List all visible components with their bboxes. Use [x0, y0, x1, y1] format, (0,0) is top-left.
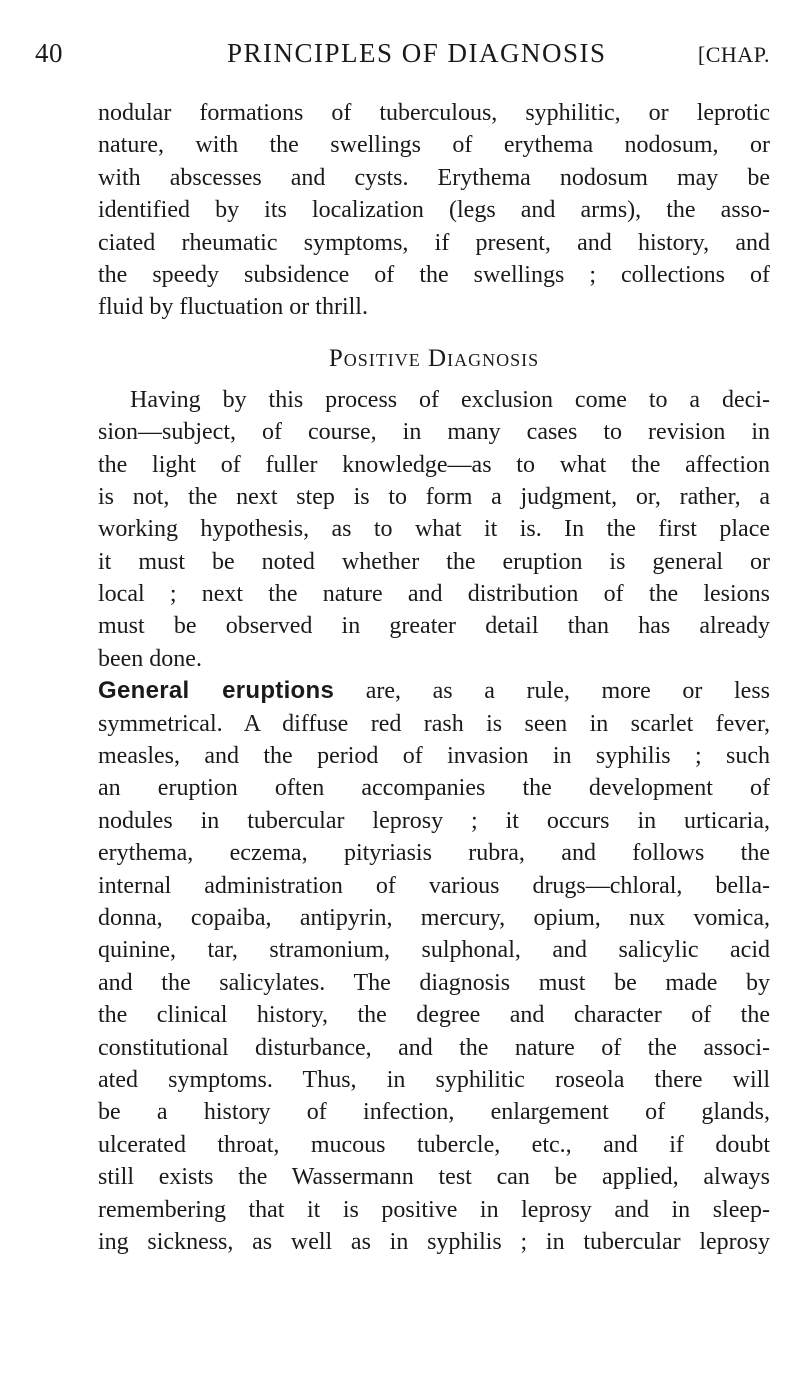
text-line: must be observed in greater detail than has already — [98, 613, 770, 640]
text-line: the clinical history, the degree and character of the — [98, 1002, 770, 1029]
text-line: measles, and the period of invasion in syphilis ; such — [98, 743, 770, 770]
text-line: erythema, eczema, pityriasis rubra, and follows the — [98, 840, 770, 867]
text-line: been done. — [98, 645, 202, 672]
text-line: nodular formations of tuberculous, syphilitic, or leprotic — [98, 100, 770, 126]
text-line: identified by its localization (legs and arms), the asso- — [98, 197, 770, 224]
text-line: quinine, tar, stramonium, sulphonal, and salicylic acid — [98, 937, 770, 964]
text-line: still exists the Wassermann test can be applied, always — [98, 1164, 770, 1191]
paragraph-continued — [98, 97, 770, 324]
text-line: it must be noted whether the eruption is general or — [98, 548, 770, 575]
text-line: symmetrical. A diffuse red rash is seen in scarlet fever, — [98, 710, 770, 737]
text-line: with abscesses and cysts. Erythema nodosum may be — [98, 164, 770, 191]
text-line — [98, 675, 770, 707]
text-line: ated symptoms. Thus, in syphilitic roseola there will — [98, 1066, 770, 1093]
page-number: 40 — [35, 38, 63, 68]
text-line: fluid by fluctuation or thrill. — [98, 294, 368, 321]
text-line: nodules in tubercular leprosy ; it occurs in urticaria, — [98, 807, 770, 834]
text-line: ciated rheumatic symptoms, if present, and history, and — [98, 229, 770, 256]
text-line: an eruption often accompanies the development of — [98, 775, 770, 802]
text-line: nature, with the swellings of erythema nodosum, or — [98, 132, 770, 159]
text-line: internal administration of various drugs—chloral, bella- — [98, 872, 770, 899]
chapter-mark: [CHAP. — [697, 42, 770, 67]
text-line: ulcerated throat, mucous tubercle, etc., and if doubt — [98, 1131, 770, 1158]
run-in-heading: General eruptions — [98, 677, 335, 705]
run-in-continuation: are, as a rule, more or less — [365, 678, 771, 705]
body-text — [98, 97, 770, 1258]
text-line: and the salicylates. The diagnosis must be made by — [98, 969, 770, 996]
text-line: sion—subject, of course, in many cases to revision in — [98, 419, 770, 446]
text-line: local ; next the nature and distribution of the lesions — [98, 581, 770, 608]
page-header — [35, 38, 770, 78]
text-line: ing sickness, as well as in syphilis ; in tubercular leprosy — [98, 1228, 770, 1255]
paragraph-general-eruptions — [98, 675, 770, 1258]
text-line: the light of fuller knowledge—as to what the affection — [98, 451, 770, 478]
text-line: the speedy subsidence of the swellings ; collections of — [98, 261, 770, 288]
text-line: working hypothesis, as to what it is. In the first place — [98, 516, 770, 543]
text-line: Having by this process of exclusion come to a deci- — [130, 386, 770, 413]
text-line: remembering that it is positive in leprosy and in sleep- — [98, 1196, 770, 1223]
text-line: is not, the next step is to form a judgment, or, rather, a — [98, 483, 770, 510]
text-line: constitutional disturbance, and the nature of the associ- — [98, 1034, 770, 1061]
section-heading: Positive Diagnosis — [328, 344, 540, 372]
text-line: donna, copaiba, antipyrin, mercury, opium, nux vomica, — [98, 904, 770, 931]
text-line: be a history of infection, enlargement of glands, — [98, 1099, 770, 1126]
running-title: PRINCIPLES OF DIAGNOSIS — [227, 38, 607, 68]
paragraph-positive-diagnosis — [98, 384, 770, 676]
